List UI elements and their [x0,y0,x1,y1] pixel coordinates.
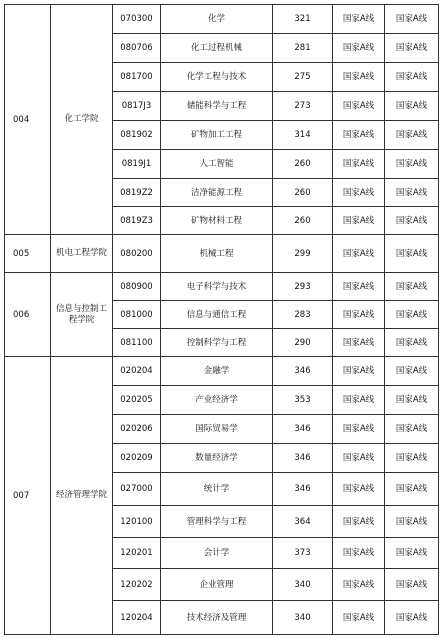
score-cell: 346 [273,415,333,444]
major-code-cell: 0819Z3 [113,207,161,235]
major-code-cell: 020204 [113,357,161,386]
major-code-cell: 081902 [113,121,161,150]
line-a-cell: 国家A线 [333,34,385,63]
line-a-cell: 国家A线 [333,601,385,635]
major-name-cell: 洁净能源工程 [161,179,273,207]
line-b-cell: 国家A线 [385,5,439,34]
score-cell: 293 [273,273,333,301]
score-cell: 364 [273,506,333,538]
line-a-cell: 国家A线 [333,538,385,569]
major-code-cell: 120204 [113,601,161,635]
college-code-cell: 005 [5,235,51,273]
line-a-cell: 国家A线 [333,273,385,301]
line-b-cell: 国家A线 [385,34,439,63]
line-a-cell: 国家A线 [333,150,385,179]
score-cell: 260 [273,207,333,235]
score-table [4,4,439,635]
line-b-cell: 国家A线 [385,121,439,150]
major-name-cell: 储能科学与工程 [161,92,273,121]
major-name-cell: 化工过程机械 [161,34,273,63]
major-name-cell: 技术经济及管理 [161,601,273,635]
score-cell: 346 [273,473,333,506]
major-name-cell: 信息与通信工程 [161,301,273,329]
major-code-cell: 0819J1 [113,150,161,179]
major-code-cell: 020205 [113,386,161,415]
score-cell: 281 [273,34,333,63]
score-cell: 275 [273,63,333,92]
line-b-cell: 国家A线 [385,63,439,92]
line-b-cell: 国家A线 [385,506,439,538]
line-a-cell: 国家A线 [333,179,385,207]
score-cell: 353 [273,386,333,415]
table-row [5,5,439,34]
line-b-cell: 国家A线 [385,444,439,473]
major-name-cell: 矿物材料工程 [161,207,273,235]
score-cell: 340 [273,569,333,601]
major-code-cell: 027000 [113,473,161,506]
line-b-cell: 国家A线 [385,301,439,329]
major-name-cell: 机械工程 [161,235,273,273]
line-a-cell: 国家A线 [333,415,385,444]
score-cell: 314 [273,121,333,150]
line-b-cell: 国家A线 [385,357,439,386]
line-a-cell: 国家A线 [333,357,385,386]
line-b-cell: 国家A线 [385,273,439,301]
major-code-cell: 020209 [113,444,161,473]
score-cell: 346 [273,357,333,386]
college-name-cell: 信息与控制工程学院 [51,273,113,357]
college-name-cell: 经济管理学院 [51,357,113,635]
line-a-cell: 国家A线 [333,473,385,506]
major-name-cell: 管理科学与工程 [161,506,273,538]
major-code-cell: 120201 [113,538,161,569]
major-name-cell: 会计学 [161,538,273,569]
major-code-cell: 081100 [113,329,161,357]
line-a-cell: 国家A线 [333,235,385,273]
line-b-cell: 国家A线 [385,207,439,235]
line-a-cell: 国家A线 [333,121,385,150]
line-a-cell: 国家A线 [333,329,385,357]
college-code-cell: 004 [5,5,51,235]
major-code-cell: 0817J3 [113,92,161,121]
major-name-cell: 企业管理 [161,569,273,601]
line-a-cell: 国家A线 [333,207,385,235]
line-b-cell: 国家A线 [385,569,439,601]
major-name-cell: 统计学 [161,473,273,506]
line-a-cell: 国家A线 [333,444,385,473]
score-cell: 290 [273,329,333,357]
line-b-cell: 国家A线 [385,538,439,569]
line-b-cell: 国家A线 [385,329,439,357]
major-code-cell: 081000 [113,301,161,329]
major-name-cell: 化学工程与技术 [161,63,273,92]
line-a-cell: 国家A线 [333,386,385,415]
table-row [5,235,439,273]
major-code-cell: 020206 [113,415,161,444]
score-cell: 373 [273,538,333,569]
line-a-cell: 国家A线 [333,301,385,329]
line-a-cell: 国家A线 [333,5,385,34]
score-cell: 260 [273,179,333,207]
major-code-cell: 120100 [113,506,161,538]
line-a-cell: 国家A线 [333,506,385,538]
line-a-cell: 国家A线 [333,92,385,121]
major-code-cell: 080706 [113,34,161,63]
major-name-cell: 控制科学与工程 [161,329,273,357]
major-name-cell: 化学 [161,5,273,34]
line-b-cell: 国家A线 [385,473,439,506]
score-cell: 273 [273,92,333,121]
score-cell: 299 [273,235,333,273]
major-name-cell: 产业经济学 [161,386,273,415]
score-cell: 340 [273,601,333,635]
major-name-cell: 电子科学与技术 [161,273,273,301]
score-cell: 321 [273,5,333,34]
score-cell: 346 [273,444,333,473]
college-code-cell: 006 [5,273,51,357]
major-name-cell: 国际贸易学 [161,415,273,444]
college-name-cell: 化工学院 [51,5,113,235]
major-code-cell: 120202 [113,569,161,601]
line-b-cell: 国家A线 [385,179,439,207]
major-name-cell: 人工智能 [161,150,273,179]
table-row [5,357,439,386]
score-cell: 283 [273,301,333,329]
line-b-cell: 国家A线 [385,235,439,273]
major-code-cell: 080900 [113,273,161,301]
major-name-cell: 矿物加工工程 [161,121,273,150]
line-a-cell: 国家A线 [333,569,385,601]
line-b-cell: 国家A线 [385,601,439,635]
score-cell: 260 [273,150,333,179]
major-code-cell: 070300 [113,5,161,34]
line-b-cell: 国家A线 [385,92,439,121]
table-row [5,273,439,301]
major-code-cell: 081700 [113,63,161,92]
major-code-cell: 080200 [113,235,161,273]
major-name-cell: 数量经济学 [161,444,273,473]
line-a-cell: 国家A线 [333,63,385,92]
line-b-cell: 国家A线 [385,150,439,179]
major-code-cell: 0819Z2 [113,179,161,207]
college-code-cell: 007 [5,357,51,635]
line-b-cell: 国家A线 [385,386,439,415]
major-name-cell: 金融学 [161,357,273,386]
college-name-cell: 机电工程学院 [51,235,113,273]
line-b-cell: 国家A线 [385,415,439,444]
